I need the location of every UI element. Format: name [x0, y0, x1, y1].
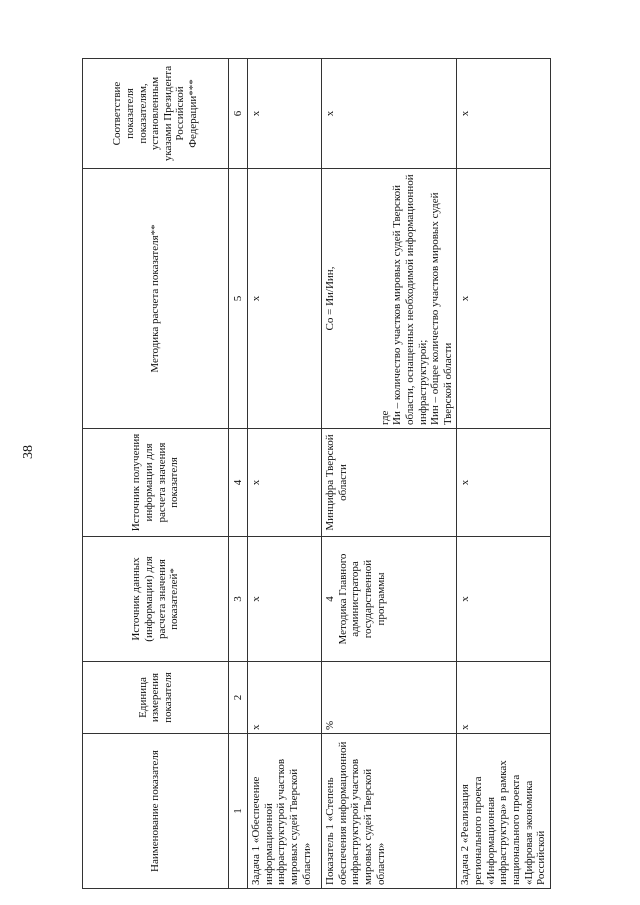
method-formula: Со = Ии/Иин, — [324, 266, 336, 331]
page-number: 38 — [21, 445, 36, 459]
rotated-page-content — [82, 59, 548, 889]
data-source-cell: x — [248, 537, 322, 662]
method-definition: Иин – общее количество участков мировых судей Тверской области — [429, 192, 454, 425]
method-definition: Ии – количество участков мировых судей Тверской области, оснащенных необходимой информационной инфраструктурой; — [391, 174, 429, 425]
indicator-name-cell: Задача 1 «Обеспечение информационной инфраструктурой участков мировых судей Тверской области» — [248, 734, 322, 889]
column-number: 1 — [229, 734, 248, 889]
info-source-cell: x — [457, 429, 550, 537]
column-number: 6 — [229, 59, 248, 169]
data-source-cell — [322, 537, 457, 662]
data-source-text: Методика Главного администратора государственной программы — [336, 553, 387, 645]
column-number: 4 — [229, 429, 248, 537]
info-source-cell: Минцифра Тверской области — [322, 429, 457, 537]
header-info-source: Источник получения информации для расчета значения показателя — [83, 429, 229, 537]
info-source-cell: x — [248, 429, 322, 537]
column-number: 5 — [229, 169, 248, 429]
table-row — [322, 59, 457, 889]
method-cell: x — [457, 169, 550, 429]
unit-cell: x — [457, 662, 550, 734]
method-cell — [322, 169, 457, 429]
data-source-cell: x — [457, 537, 550, 662]
column-number: 2 — [229, 662, 248, 734]
indicator-name-cell: Задача 2 «Реализация регионального проекта «Информационная инфраструктура» в рамках национального проекта «Цифровая экономика Российской — [457, 734, 550, 889]
header-calculation-method: Методика расчета показателя** — [83, 169, 229, 429]
unit-cell: x — [248, 662, 322, 734]
table-row — [248, 59, 322, 889]
indicator-name-cell: Показатель 1 «Степень обеспечения информационной инфраструктурой участков мировых судей Тверской области» — [322, 734, 457, 889]
header-data-source: Источник данных (информации) для расчета значения показателей* — [83, 537, 229, 662]
unit-cell: % — [322, 662, 457, 734]
indicators-table — [82, 58, 551, 889]
header-indicator-name: Наименование показателя — [83, 734, 229, 889]
data-source-number: 4 — [324, 596, 336, 602]
method-where: где — [378, 410, 391, 425]
table-row — [457, 59, 550, 889]
decree-cell: x — [457, 59, 550, 169]
header-decree-compliance: Соответствие показателя показателям, установленным указами Президента Российской Федерации*** — [83, 59, 229, 169]
decree-cell: x — [322, 59, 457, 169]
method-cell: x — [248, 169, 322, 429]
column-number: 3 — [229, 537, 248, 662]
header-unit: Единица измерения показателя — [83, 662, 229, 734]
decree-cell: x — [248, 59, 322, 169]
column-number-row — [229, 59, 248, 889]
table-header-row — [83, 59, 229, 889]
